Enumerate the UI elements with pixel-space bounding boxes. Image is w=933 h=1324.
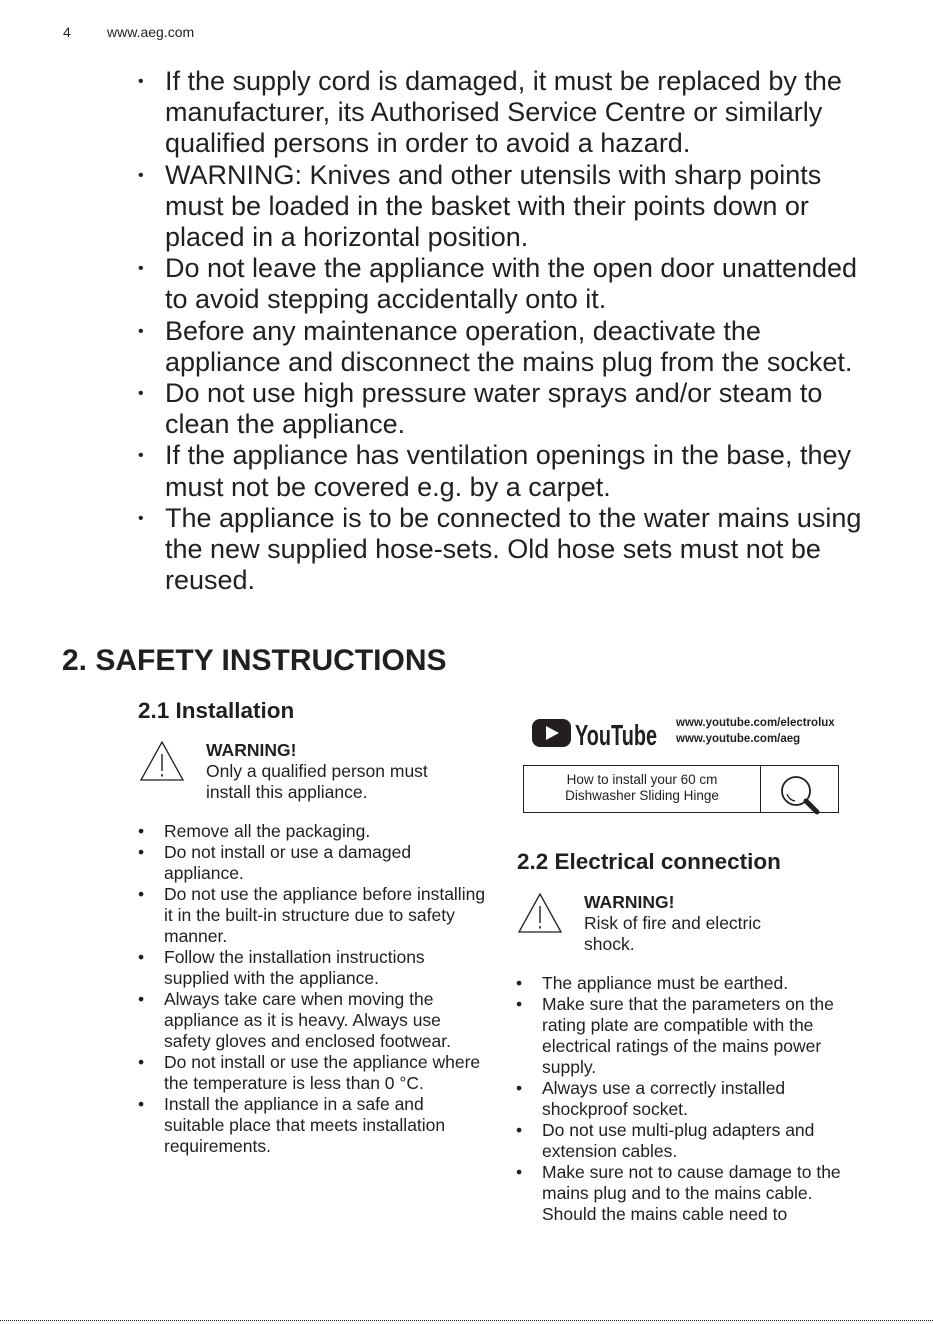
electrical-list (516, 973, 868, 1225)
bullet: • (516, 973, 523, 993)
divider (760, 766, 761, 812)
list-item: • WARNING: Knives and other utensils with sharp points must be loaded in the basket with their points down or placed in a horizontal position. (138, 159, 822, 253)
header-url[interactable]: www.aeg.com (107, 24, 195, 40)
electrical-warning (517, 892, 857, 962)
list-item: • Remove all the packaging. (138, 821, 371, 841)
installation-title: 2.1 Installation (138, 698, 295, 723)
warning-message: Risk of fire and electric shock. (584, 913, 762, 954)
warning-message: Only a qualified person must install this appliance. (206, 761, 428, 802)
list-item: • Do not use multi-plug adapters and extension cables. (516, 1120, 815, 1161)
youtube-logo-text: YouTube (575, 720, 657, 752)
bullet: • (138, 260, 144, 278)
intro-safety-list (138, 66, 868, 596)
bullet: • (138, 447, 144, 465)
warning-triangle-icon (517, 892, 563, 934)
warning-heading: WARNING! (206, 740, 297, 760)
bullet: • (138, 989, 145, 1009)
page-header (63, 24, 195, 40)
bullet: • (138, 509, 144, 527)
youtube-logo-icon[interactable] (531, 716, 659, 750)
list-item: • Do not use the appliance before installing it in the built-in structure due to safety manner. (138, 884, 486, 946)
list-item: • Make sure not to cause damage to the mains plug and to the mains cable. Should the mains cable need to (516, 1162, 841, 1224)
video-search-label: How to install your 60 cm Dishwasher Sliding Hinge (565, 772, 719, 803)
bullet: • (138, 842, 145, 862)
youtube-link-electrolux[interactable]: www.youtube.com/electrolux (676, 717, 835, 729)
list-item: • Always take care when moving the appliance as it is heavy. Always use safety gloves and enclosed footwear. (138, 989, 451, 1051)
youtube-links (676, 716, 835, 747)
video-search-box[interactable] (523, 765, 839, 813)
list-item: • Before any maintenance operation, deactivate the appliance and disconnect the mains plug from the socket. (138, 315, 853, 377)
list-item: • Always use a correctly installed shockproof socket. (516, 1078, 786, 1119)
installation-warning (139, 740, 479, 810)
warning-heading: WARNING! (584, 892, 675, 912)
bullet: • (138, 947, 145, 967)
bullet: • (138, 322, 144, 340)
list-item: • Do not leave the appliance with the open door unattended to avoid stepping accidentally onto it. (138, 253, 858, 315)
list-item: • Make sure that the parameters on the rating plate are compatible with the electrical ratings of the mains power supply. (516, 994, 834, 1077)
magnifier-search-icon[interactable] (772, 772, 832, 826)
list-item: • Do not install or use a damaged appliance. (138, 842, 412, 883)
bullet: • (516, 1162, 523, 1182)
bullet: • (138, 1052, 145, 1072)
bullet: • (516, 1120, 523, 1140)
bullet: • (138, 1094, 145, 1114)
list-item: • If the appliance has ventilation openings in the base, they must not be covered e.g. by a carpet. (138, 440, 851, 502)
list-item: • Follow the installation instructions supplied with the appliance. (138, 947, 425, 988)
list-item: • The appliance must be earthed. (516, 973, 789, 993)
electrical-title: 2.2 Electrical connection (517, 849, 781, 874)
list-item: • If the supply cord is damaged, it must be replaced by the manufacturer, its Authorised Service Centre or similarly qualified persons in order to avoid a hazard. (138, 66, 842, 159)
bullet: • (138, 884, 145, 904)
bullet: • (138, 166, 144, 184)
list-item: • Install the appliance in a safe and suitable place that meets installation requirements. (138, 1094, 446, 1156)
list-item: • The appliance is to be connected to the water mains using the new supplied hose-sets. Old hose sets must not be reused. (138, 502, 862, 596)
bullet: • (138, 385, 144, 403)
warning-triangle-icon (139, 740, 185, 782)
installation-list (138, 821, 488, 1157)
section-title: 2. SAFETY INSTRUCTIONS (62, 644, 447, 677)
youtube-link-aeg[interactable]: www.youtube.com/aeg (676, 732, 801, 745)
list-item: • Do not use high pressure water sprays and/or steam to clean the appliance. (138, 378, 823, 440)
page-bottom-divider (0, 1320, 933, 1321)
list-item: • Do not install or use the appliance where the temperature is less than 0 °C. (138, 1052, 481, 1093)
warning-text (584, 892, 794, 955)
bullet: • (138, 73, 144, 90)
page-number: 4 (63, 24, 71, 40)
bullet: • (138, 821, 145, 841)
bullet: • (516, 1078, 523, 1098)
warning-text (206, 740, 476, 803)
bullet: • (516, 994, 523, 1014)
